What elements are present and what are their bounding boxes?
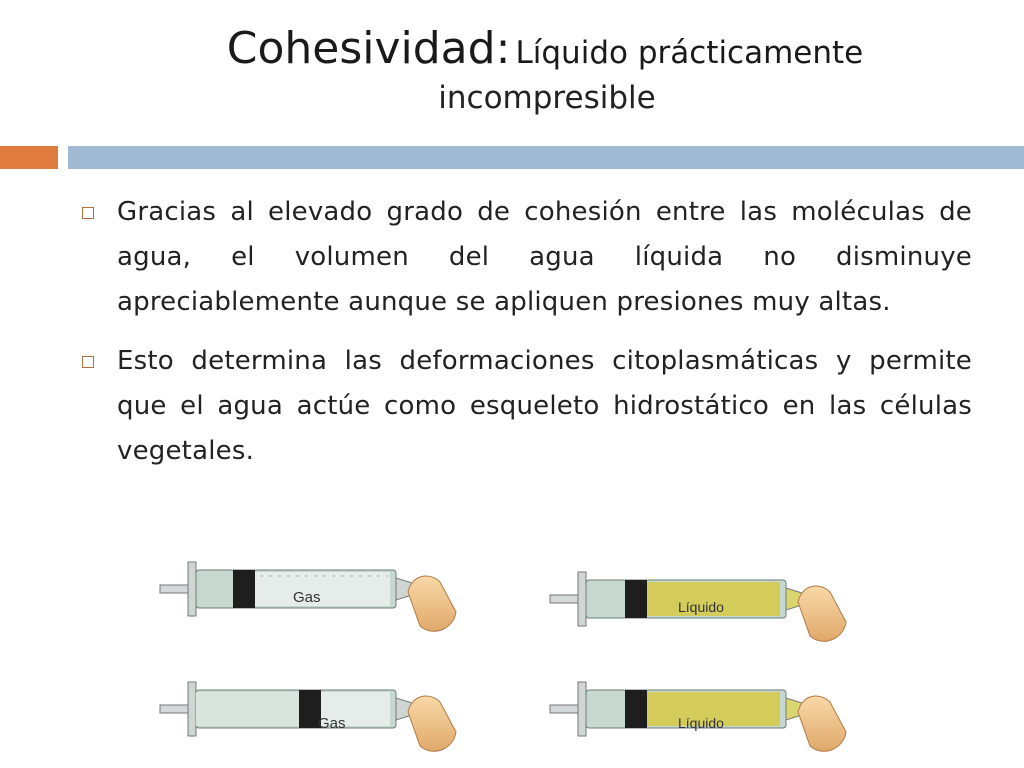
liquid-label: Líquido [678,715,724,731]
title-sub-line2: incompresible [438,79,656,116]
liquid-syringe-top [550,572,846,641]
bullet-text: Esto determina las deformaciones citoplasmáticas y permite que el agua actúe como esqueleto hidrostático en las células vegetales. [117,346,972,466]
gas-syringe-top [160,562,456,631]
gas-label: Gas [293,589,321,606]
accent-bar-orange [0,146,58,169]
liquid-syringe-bottom [550,682,846,751]
slide-title [120,24,970,116]
bullet-item [80,339,972,474]
square-bullet-icon [82,356,94,368]
accent-bar-blue [68,146,1024,169]
bullet-list [80,190,972,488]
finger-icon [798,696,846,751]
finger-icon [408,576,456,631]
bullet-item [80,190,972,325]
title-main: Cohesividad: [226,23,511,74]
syringe-illustration [150,552,870,762]
bullet-text: Gracias al elevado grado de cohesión entre las moléculas de agua, el volumen del agua líquida no disminuye apreciablemente aunque se apliquen presiones muy altas. [117,197,972,317]
finger-icon [408,696,456,751]
title-sub: Líquido prácticamente [515,35,864,71]
gas-syringe-bottom [160,682,456,751]
square-bullet-icon [82,207,94,219]
gas-label: Gas [318,715,346,732]
finger-icon [798,586,846,641]
liquid-label: Líquido [678,599,724,615]
